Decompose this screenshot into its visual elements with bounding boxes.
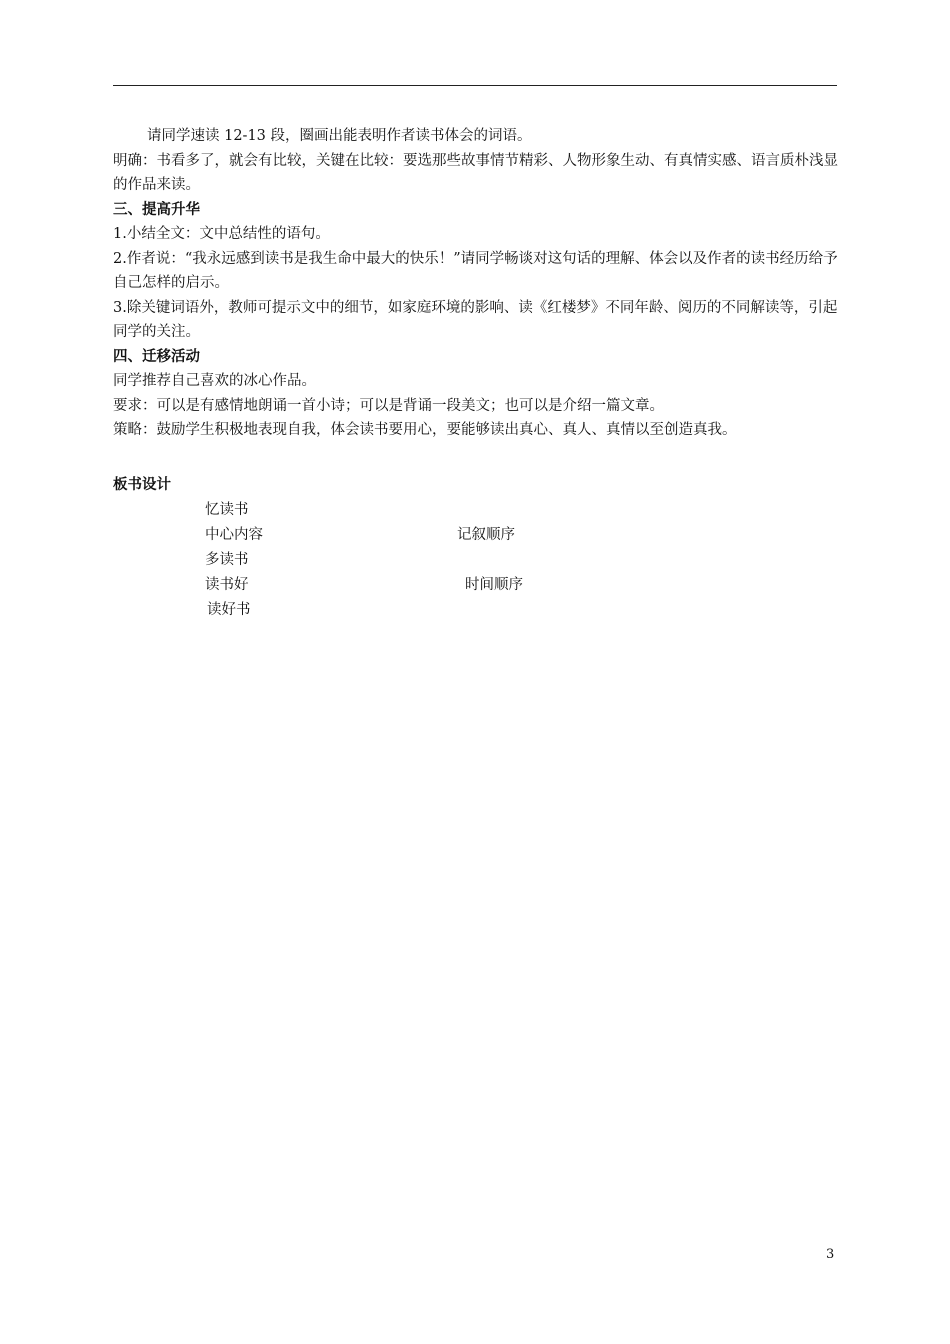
section3-item-3: 3.除关键词语外，教师可提示文中的细节，如家庭环境的影响、读《红楼梦》不同年龄、阅历的不同解读等，引起同学的关注。	[113, 299, 838, 340]
section3-item-2: 2.作者说：“我永远感到读书是我生命中最大的快乐！”请同学畅谈对这句话的理解、体会以及作者的读书经历给予自己怎样的启示。	[113, 250, 838, 291]
board-title: 板书设计	[113, 477, 171, 493]
board-left-3: 多读书	[205, 552, 249, 568]
board-left-5: 读好书	[207, 602, 251, 618]
section-heading-4: 四、迁移活动	[113, 348, 200, 365]
section-heading-3: 三、提高升华	[113, 201, 200, 218]
section4-item-2: 要求：可以是有感情地朗诵一首小诗；可以是背诵一段美文；也可以是介绍一篇文章。	[113, 397, 664, 414]
paragraph-answer: 明确：书看多了，就会有比较，关键在比较：要选那些故事情节精彩、人物形象生动、有真情实感、语言质朴浅显的作品来读。	[113, 152, 838, 193]
board-right-2: 时间顺序	[465, 577, 523, 593]
paragraph-instruction: 请同学速读 12-13 段，圈画出能表明作者读书体会的词语。	[147, 128, 532, 144]
page-number: 3	[826, 1247, 835, 1262]
main-text	[113, 124, 839, 443]
section3-item-1: 1.小结全文：文中总结性的语句。	[113, 226, 330, 242]
board-left-4: 读书好	[205, 577, 249, 593]
board-left-1: 忆读书	[205, 502, 249, 518]
section4-item-1: 同学推荐自己喜欢的冰心作品。	[113, 373, 316, 389]
section4-item-3: 策略：鼓励学生积极地表现自我，体会读书要用心，要能够读出真心、真人、真情以至创造真我。	[113, 422, 737, 438]
board-left-2: 中心内容	[205, 527, 263, 543]
board-right-1: 记叙顺序	[457, 527, 515, 543]
header-rule	[113, 85, 837, 86]
